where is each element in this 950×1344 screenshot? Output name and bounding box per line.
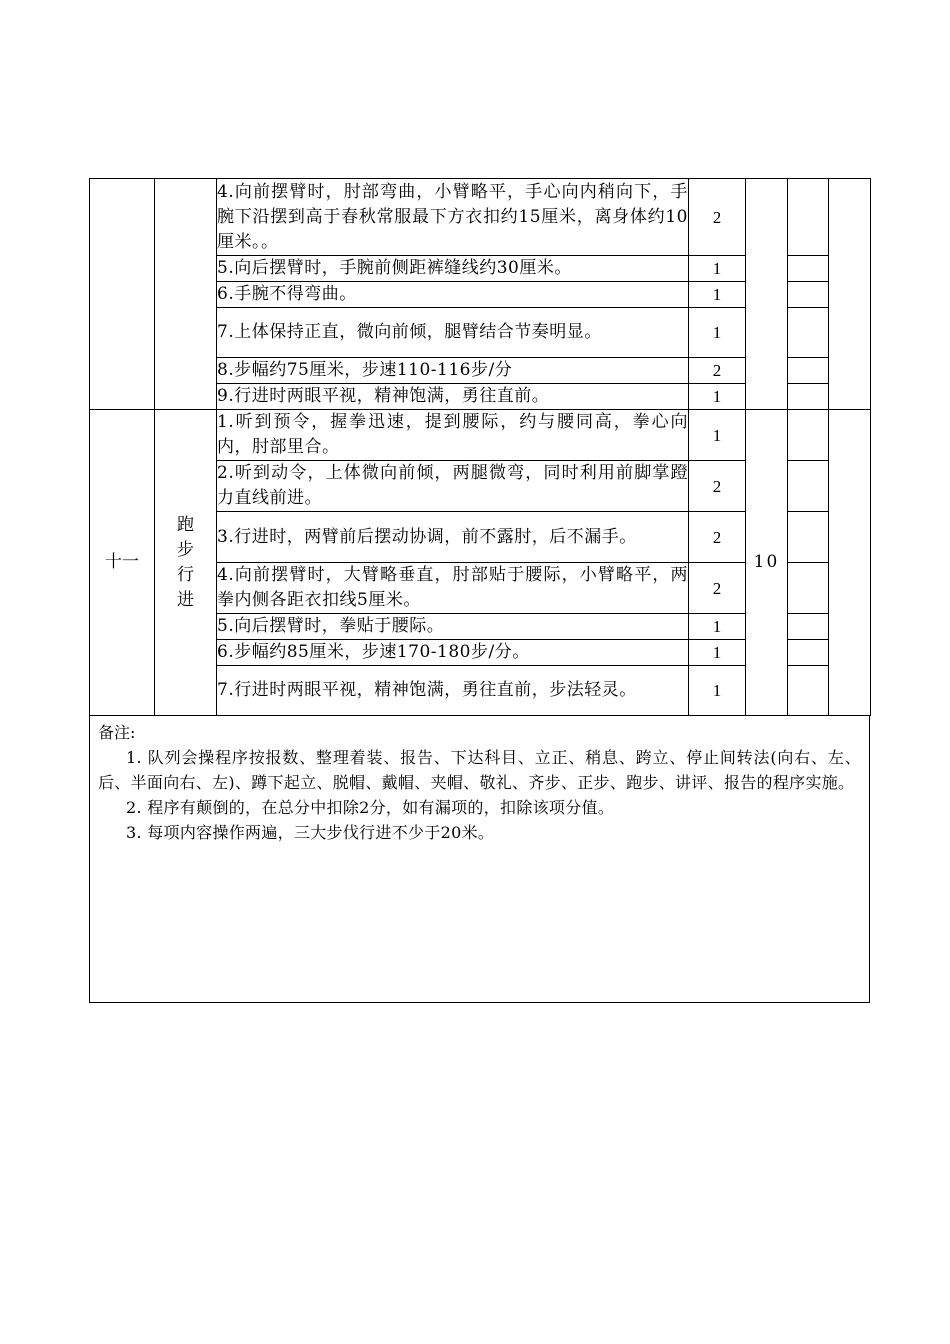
criterion-text: 9.行进时两眼平视，精神饱满，勇往直前。 bbox=[217, 384, 689, 410]
criterion-score: 1 bbox=[689, 282, 746, 308]
blank-cell bbox=[788, 666, 829, 716]
scoring-table bbox=[89, 178, 871, 716]
blank-cell bbox=[788, 308, 829, 358]
item-name-char: 跑 bbox=[177, 514, 194, 535]
criterion-text: 5.向后摆臂时，手腕前侧距裤缝线约30厘米。 bbox=[217, 256, 689, 282]
blank-cell bbox=[788, 461, 829, 512]
criterion-score: 1 bbox=[689, 308, 746, 358]
criterion-text: 7.上体保持正直，微向前倾，腿臂结合节奏明显。 bbox=[217, 308, 689, 358]
blank-cell bbox=[788, 512, 829, 563]
criterion-text: 4.向前摆臂时，肘部弯曲，小臂略平，手心向内稍向下，手腕下沿摆到高于春秋常服最下方衣扣约15厘米，离身体约10厘米。。 bbox=[217, 179, 689, 256]
item-name-char: 进 bbox=[177, 589, 194, 610]
criterion-text: 5.向后摆臂时，拳贴于腰际。 bbox=[217, 614, 689, 640]
item-name-char: 行 bbox=[177, 564, 194, 585]
blank-cell bbox=[788, 614, 829, 640]
total-cell-empty bbox=[746, 179, 788, 410]
criterion-score: 1 bbox=[689, 410, 746, 461]
remarks-line: 3. 每项内容操作两遍，三大步伐行进不少于20米。 bbox=[126, 823, 495, 842]
name-cell-empty bbox=[155, 179, 217, 410]
remarks-line: 2. 程序有颠倒的，在总分中扣除2分，如有漏项的，扣除该项分值。 bbox=[126, 798, 615, 817]
table-row bbox=[90, 179, 871, 256]
criterion-score: 2 bbox=[689, 179, 746, 256]
criterion-text: 2.听到动令，上体微向前倾，两腿微弯，同时利用前脚掌蹬力直线前进。 bbox=[217, 461, 689, 512]
item-name bbox=[155, 410, 217, 716]
criterion-score: 1 bbox=[689, 666, 746, 716]
blank-cell bbox=[788, 282, 829, 308]
criterion-text: 6.手腕不得弯曲。 bbox=[217, 282, 689, 308]
remark-cell-empty bbox=[829, 179, 871, 410]
criterion-text: 4.向前摆臂时，大臂略垂直，肘部贴于腰际，小臂略平，两拳内侧各距衣扣线5厘米。 bbox=[217, 563, 689, 614]
remark-cell-empty bbox=[829, 410, 871, 716]
item-number: 十一 bbox=[90, 410, 155, 716]
blank-cell bbox=[788, 256, 829, 282]
criterion-score: 1 bbox=[689, 614, 746, 640]
criterion-text: 3.行进时，两臂前后摆动协调，前不露肘，后不漏手。 bbox=[217, 512, 689, 563]
criterion-score: 1 bbox=[689, 384, 746, 410]
criterion-text: 7.行进时两眼平视，精神饱满，勇往直前，步法轻灵。 bbox=[217, 666, 689, 716]
criterion-score: 2 bbox=[689, 461, 746, 512]
criterion-score: 2 bbox=[689, 512, 746, 563]
criterion-text: 6.步幅约85厘米，步速170-180步/分。 bbox=[217, 640, 689, 666]
remarks-box bbox=[89, 716, 870, 1003]
criterion-text: 8.步幅约75厘米，步速110-116步/分 bbox=[217, 358, 689, 384]
blank-cell bbox=[788, 563, 829, 614]
blank-cell bbox=[788, 179, 829, 256]
number-cell-empty bbox=[90, 179, 155, 410]
criterion-score: 1 bbox=[689, 256, 746, 282]
blank-cell bbox=[788, 384, 829, 410]
remarks-title: 备注: bbox=[98, 723, 136, 742]
criterion-score: 2 bbox=[689, 358, 746, 384]
criterion-text: 1.听到预令，握拳迅速，提到腰际，约与腰同高，拳心向内，肘部里合。 bbox=[217, 410, 689, 461]
scoring-sheet bbox=[89, 178, 870, 1003]
criterion-score: 1 bbox=[689, 640, 746, 666]
blank-cell bbox=[788, 410, 829, 461]
item-total-score: 10 bbox=[746, 410, 788, 716]
criterion-score: 2 bbox=[689, 563, 746, 614]
blank-cell bbox=[788, 358, 829, 384]
blank-cell bbox=[788, 640, 829, 666]
item-name-char: 步 bbox=[177, 539, 194, 560]
remarks-line: 1. 队列会操程序按报数、整理着装、报告、下达科目、立正、稍息、跨立、停止间转法(向右、左、后、半面向右、左)、蹲下起立、脱帽、戴帽、夹帽、敬礼、齐步、正步、跑步、讲评、报告的程序实施。 bbox=[98, 748, 861, 792]
table-row bbox=[90, 410, 871, 461]
